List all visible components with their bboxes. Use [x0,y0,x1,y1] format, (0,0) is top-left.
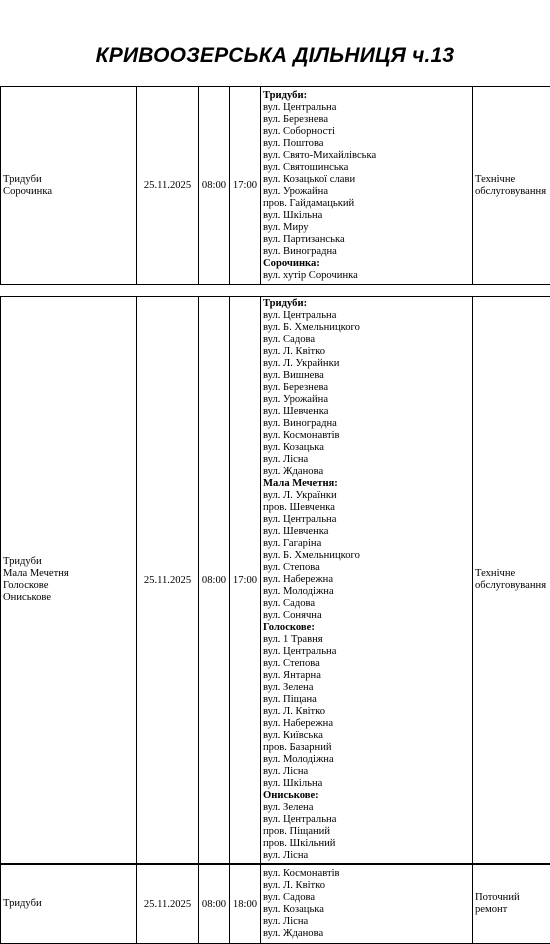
street-item: вул. Урожайна [263,394,470,406]
street-item: вул. Миру [263,222,470,234]
street-item: вул. Центральна [263,814,470,826]
street-item: вул. Набережна [263,718,470,730]
location-line: Голоскове [3,580,134,592]
street-item: вул. Козацька [263,904,470,916]
village-heading: Тридуби: [263,298,470,310]
street-item: вул. Лісна [263,766,470,778]
street-item: пров. Гайдамацький [263,198,470,210]
street-item: вул. Садова [263,334,470,346]
streets-cell [261,865,473,944]
street-item: вул. Л. Квітко [263,346,470,358]
street-item: вул. Центральна [263,646,470,658]
street-item: вул. Молодіжна [263,586,470,598]
street-item: вул. Вишнева [263,370,470,382]
location-line: Тридуби [3,556,134,568]
street-item: вул. Л. Украйнки [263,358,470,370]
street-item: вул. Лісна [263,850,470,862]
streets-cell [261,297,473,864]
street-item: вул. Б. Хмельницкого [263,550,470,562]
end-time-cell: 18:00 [230,865,261,944]
street-item: вул. Космонавтів [263,430,470,442]
schedule-table-1 [0,86,550,285]
street-item: вул. Соборності [263,126,470,138]
street-item: пров. Піщаний [263,826,470,838]
village-heading: Голоскове: [263,622,470,634]
village-heading: Тридуби: [263,90,470,102]
street-item: вул. Лісна [263,916,470,928]
work-type-line: обслуговування [475,186,550,198]
street-item: вул. Шкільна [263,210,470,222]
work-type-line: обслуговування [475,580,550,592]
table-row [1,87,550,285]
street-item: вул. Лісна [263,454,470,466]
location-cell [1,297,137,864]
street-item: вул. Янтарна [263,670,470,682]
work-type-cell [473,87,550,285]
village-heading: Ониськове: [263,790,470,802]
work-type-line: ремонт [475,904,550,916]
street-item: вул. Піщана [263,694,470,706]
street-item: вул. Степова [263,658,470,670]
street-item: вул. Святошинська [263,162,470,174]
street-item: пров. Шкільний [263,838,470,850]
page-title: КРИВООЗЕРСЬКА ДІЛЬНИЦЯ ч.13 [0,44,550,68]
village-heading: Сорочинка: [263,258,470,270]
work-type-line: Технічне [475,568,550,580]
street-item: вул. Козацька [263,442,470,454]
street-item: вул. Урожайна [263,186,470,198]
table-row [1,865,550,944]
street-item: вул. Б. Хмельницкого [263,322,470,334]
street-item: вул. Свято-Михайлівська [263,150,470,162]
schedule-table-2 [0,296,550,864]
location-line: Тридуби [3,898,134,910]
date-cell: 25.11.2025 [137,87,199,285]
street-item: вул. Степова [263,562,470,574]
start-time-cell: 08:00 [199,87,230,285]
street-item: вул. Садова [263,598,470,610]
street-item: вул. Садова [263,892,470,904]
street-item: вул. Шевченка [263,526,470,538]
end-time-cell: 17:00 [230,87,261,285]
location-line: Сорочинка [3,186,134,198]
street-item: вул. Набережна [263,574,470,586]
work-type-cell [473,865,550,944]
street-item: вул. Київська [263,730,470,742]
street-item: вул. Сонячна [263,610,470,622]
street-item: вул. Козацької слави [263,174,470,186]
street-item: вул. Центральна [263,310,470,322]
street-item: вул. Зелена [263,682,470,694]
end-time-cell: 17:00 [230,297,261,864]
street-item: вул. Партизанська [263,234,470,246]
table-row [1,297,550,864]
street-item: вул. Молодіжна [263,754,470,766]
work-type-cell [473,297,550,864]
street-item: вул. Березнева [263,114,470,126]
street-item: вул. 1 Травня [263,634,470,646]
start-time-cell: 08:00 [199,297,230,864]
street-item: пров. Шевченка [263,502,470,514]
work-type-line: Технічне [475,174,550,186]
street-item: вул. Шкільна [263,778,470,790]
street-item: вул. Космонавтів [263,868,470,880]
street-item: вул. Центральна [263,514,470,526]
street-item: пров. Базарний [263,742,470,754]
date-cell: 25.11.2025 [137,297,199,864]
street-item: вул. Жданова [263,928,470,940]
street-item: вул. Жданова [263,466,470,478]
street-item: вул. Зелена [263,802,470,814]
street-item: вул. Виноградна [263,246,470,258]
location-line: Ониськове [3,592,134,604]
location-line: Тридуби [3,174,134,186]
village-heading: Мала Мечетня: [263,478,470,490]
street-item: вул. Гагаріна [263,538,470,550]
street-item: вул. Березнева [263,382,470,394]
work-type-line: Поточний [475,892,550,904]
street-item: вул. Л. Українки [263,490,470,502]
street-item: вул. Л. Квітко [263,706,470,718]
street-item: вул. Шевченка [263,406,470,418]
street-item: вул. Поштова [263,138,470,150]
streets-cell [261,87,473,285]
date-cell: 25.11.2025 [137,865,199,944]
location-line: Мала Мечетня [3,568,134,580]
location-cell [1,865,137,944]
street-item: вул. Центральна [263,102,470,114]
schedule-table-3 [0,864,550,944]
street-item: вул. хутір Сорочинка [263,270,470,282]
start-time-cell: 08:00 [199,865,230,944]
street-item: вул. Виноградна [263,418,470,430]
location-cell [1,87,137,285]
street-item: вул. Л. Квітко [263,880,470,892]
